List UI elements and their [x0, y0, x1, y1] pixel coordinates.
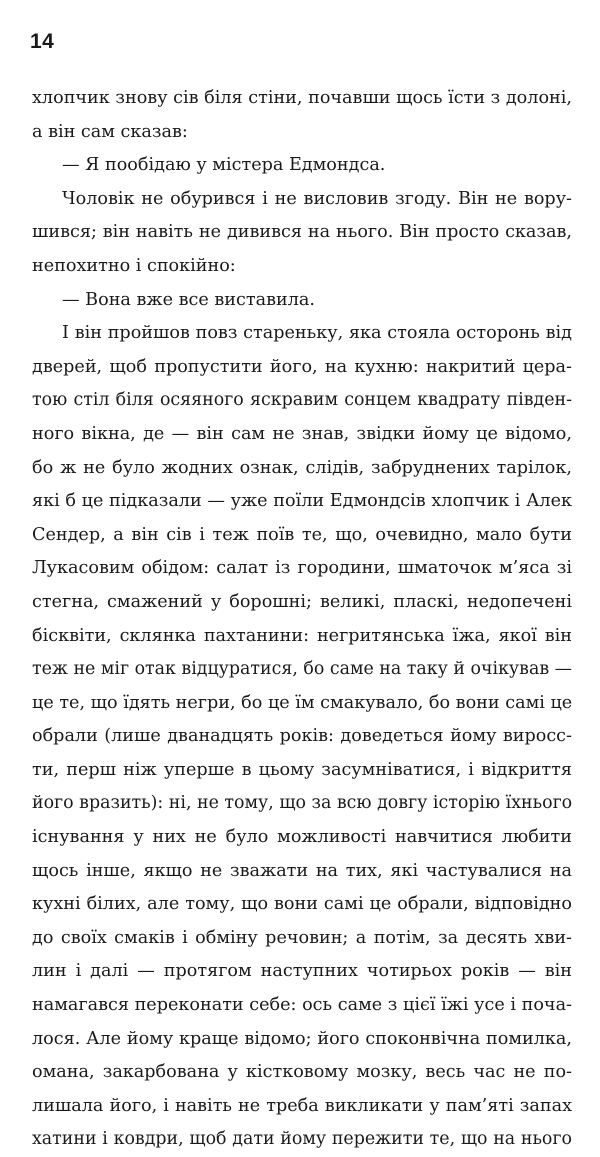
body-text [32, 82, 572, 1157]
text-line: омана, закарбована у кістковому мозку, весь час не по- [32, 1062, 572, 1083]
text-line: які б це підказали — уже поїли Едмондсів хлопчик і Алек [32, 491, 572, 512]
text-line: а він сам сказав: [32, 121, 188, 142]
text-line: лишала його, і навіть не треба викликати у пам’яті запах [32, 1095, 572, 1116]
text-line: хатини і ковдри, щоб дати йому пережити те, що на нього [32, 1129, 572, 1150]
text-line: бо ж не було жодних ознак, слідів, забруднених тарілок, [32, 457, 572, 478]
text-line: обрали (лише дванадцять років: доведеться йому виросс- [32, 726, 572, 747]
text-line: Лукасовим обідом: салат із городини, шматочок м’яса зі [32, 558, 572, 579]
text-line: бісквіти, склянка пахтанини: негритянська їжа, якої він [32, 625, 572, 646]
text-line: його вразить): ні, не тому, що за всю довгу історію їхнього [32, 793, 573, 814]
text-line: шився; він навіть не дивився на нього. Він просто сказав, [32, 222, 572, 243]
text-line: стегна, смажений у борошні; великі, пласкі, недопечені [32, 591, 572, 612]
text-line: ти, перш ніж уперше в цьому засумніватися, і відкриття [32, 759, 572, 780]
text-line: непохитно і спокійно: [32, 255, 236, 276]
text-line: І він пройшов повз стареньку, яка стояла осторонь від [62, 323, 572, 344]
text-line: хлопчик знову сів біля стіни, почавши щось їсти з долоні, [32, 88, 572, 108]
text-line: до своїх смаків і обміну речовин; а потім, за десять хви- [32, 927, 572, 948]
text-line: теж не міг отак відцуратися, бо саме на таку й очікував — [32, 659, 573, 680]
text-line: Сендер, а він сів і теж поїв те, що, очевидно, мало бути [32, 524, 572, 545]
text-line: це те, що їдять негри, бо це їм смакувало, бо вони самі це [32, 692, 573, 713]
text-line: дверей, щоб пропустити його, на кухню: накритий цера- [32, 356, 572, 377]
text-line: — Вона вже все виставила. [62, 289, 315, 310]
page-number: 14 [30, 30, 55, 53]
text-line: існування у них не було можливості навчитися любити [32, 827, 572, 848]
text-line: лося. Але йому краще відомо; його споконвічна помилка, [32, 1028, 572, 1049]
text-line: кухні білих, але тому, що вони самі це обрали, відповідно [32, 894, 572, 915]
text-line: ного вікна, де — він сам не знав, звідки йому це відомо, [32, 423, 572, 444]
text-line: — Я пообідаю у містера Едмондса. [62, 155, 386, 176]
text-line: намагався переконати себе: ось саме з цієї їжі усе і поча- [32, 995, 572, 1016]
text-line: лин і далі — протягом наступних чотирьох років — він [32, 961, 572, 982]
text-line: щось інше, якщо не зважати на тих, які частувалися на [32, 860, 572, 881]
text-line: Чоловік не обурився і не висловив згоду. Він не вору- [62, 188, 572, 209]
text-line: тою стіл біля осяяного яскравим сонцем квадрату півден- [32, 390, 572, 411]
